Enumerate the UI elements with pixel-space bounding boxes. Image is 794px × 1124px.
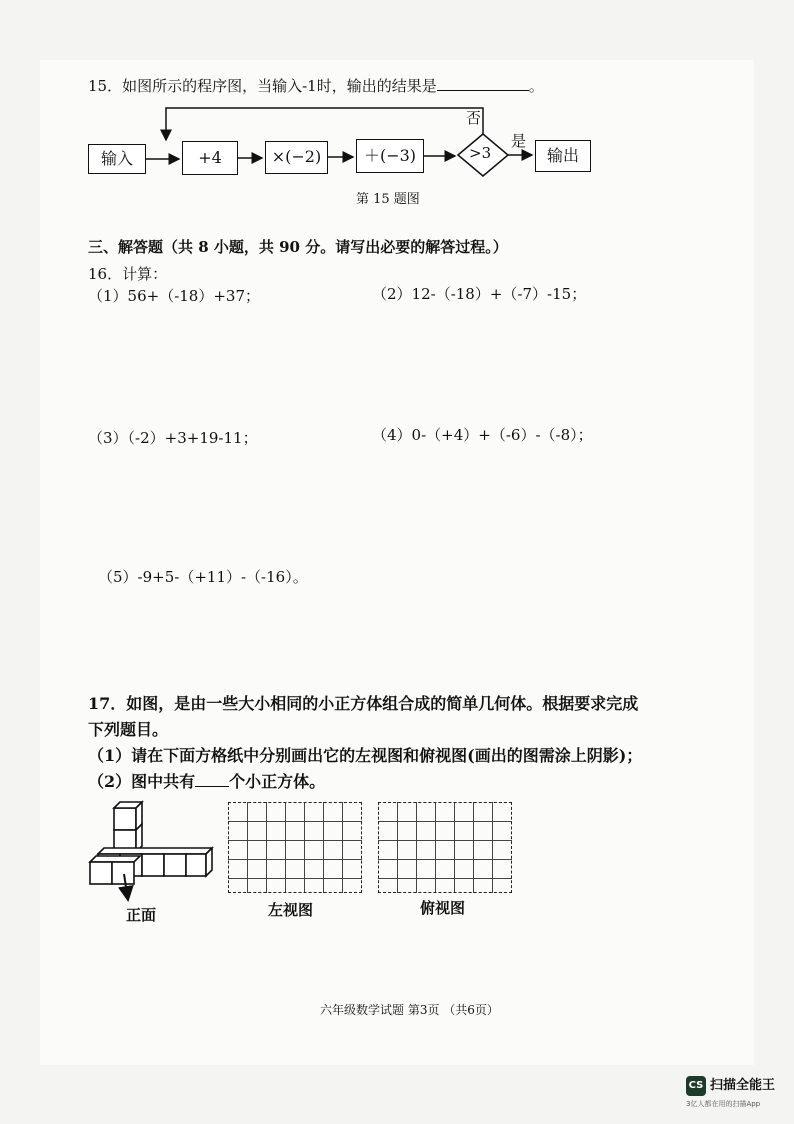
flow-decision-label: >3 [469, 144, 492, 162]
q15-caption: 第 15 题图 [356, 192, 420, 207]
top-view-grid[interactable] [378, 802, 512, 893]
q17-line4: （2）图中共有 个小正方体。 [88, 772, 326, 791]
q16-part3: （3）（-2）+3+19-11； [88, 429, 258, 447]
scanner-tagline: 3亿人都在用的扫描App [686, 1100, 761, 1108]
cube-front-row-top [90, 856, 140, 862]
cube-top-2 [114, 808, 136, 830]
q16-title: 16．计算： [88, 265, 168, 283]
q17-line1: 17．如图，是由一些大小相同的小正方体组合成的简单几何体。根据要求完成 [88, 694, 639, 713]
flow-loop-arrow [166, 108, 483, 140]
cube-back-side [206, 848, 212, 876]
top-view-label: 俯视图 [420, 899, 466, 917]
flowchart-connectors [0, 0, 794, 260]
cube-back-3 [142, 854, 164, 876]
cube-front-1 [90, 862, 112, 884]
scanner-logo-icon: CS [686, 1076, 706, 1096]
q16-part5: （5）-9+5-（+11）-（-16）。 [98, 568, 308, 586]
scanner-brand: 扫描全能王 [710, 1078, 776, 1093]
flow-no-label: 否 [466, 109, 482, 127]
q17-line2: 下列题目。 [88, 720, 169, 739]
cube-back-4 [164, 854, 186, 876]
left-view-grid[interactable] [228, 802, 362, 893]
q15-text: 15．如图所示的程序图，当输入-1时，输出的结果是 。 [88, 77, 544, 95]
flow-input-box: 输入 [88, 144, 146, 174]
q16-part1: （1）56+（-18）+37； [88, 287, 261, 305]
section3-title: 三、解答题（共 8 小题，共 90 分。请写出必要的解答过程。） [88, 238, 508, 256]
flow-plus-neg3-box: ＋(−3) [356, 139, 424, 173]
flow-output-box: 输出 [535, 140, 591, 172]
cube-back-row-top [98, 848, 212, 854]
left-view-label: 左视图 [268, 901, 314, 919]
cube-back-5 [186, 854, 206, 876]
q17-line3: （1）请在下面方格纸中分别画出它的左视图和俯视图(画出的图需涂上阴影)； [88, 746, 643, 765]
cube-front-2 [112, 862, 134, 884]
q17-answer-blank [195, 772, 229, 787]
flow-yes-label: 是 [511, 132, 527, 150]
cube-figure [88, 800, 216, 904]
q16-part2: （2）12-（-18）+（-7）-15； [372, 285, 587, 303]
q16-part4: （4）0-（+4）+（-6）-（-8）； [372, 426, 593, 444]
flow-times-neg2-box: ×(−2) [265, 141, 328, 174]
page-footer: 六年级数学试题 第3页 （共6页） [320, 1003, 499, 1017]
flow-plus4-box: +4 [182, 141, 238, 175]
front-view-label: 正面 [126, 906, 157, 924]
